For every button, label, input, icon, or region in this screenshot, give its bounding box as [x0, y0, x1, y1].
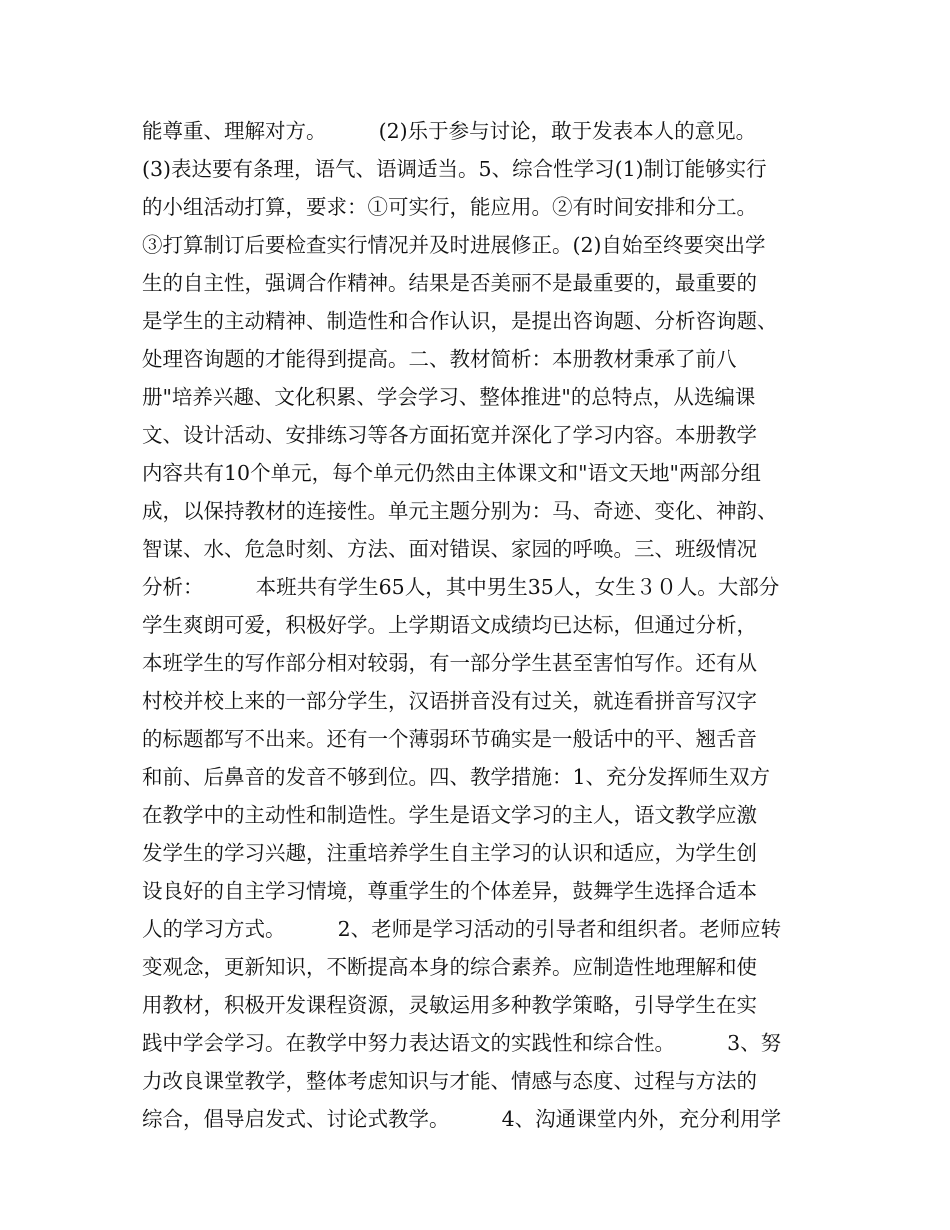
text-line: 村校并校上来的一部分学生，汉语拼音没有过关，就连看拼音写汉字	[142, 689, 757, 713]
text-line: 在教学中的主动性和制造性。学生是语文学习的主人，语文教学应激	[142, 803, 757, 827]
text-line: 变观念，更新知识，不断提高本身的综合素养。应制造性地理解和使	[142, 955, 757, 979]
text-line: 是学生的主动精神、制造性和合作认识，是提出咨询题、分析咨询题、	[142, 309, 778, 333]
text-line: 设良好的自主学习情境，尊重学生的个体差异，鼓舞学生选择合适本	[142, 879, 757, 903]
text-line: 内容共有10个单元，每个单元仍然由主体课文和"语文天地"两部分组	[142, 461, 761, 485]
text-line: 用教材，积极开发课程资源，灵敏运用多种教学策略，引导学生在实	[142, 993, 757, 1017]
text-line: 的标题都写不出来。还有一个薄弱环节确实是一般话中的平、翘舌音	[142, 727, 757, 751]
text-line: 能尊重、理解对方。 (2)乐于参与讨论，敢于发表本人的意见。	[142, 119, 757, 143]
text-line: 处理咨询题的才能得到提高。二、教材简析：本册教材秉承了前八	[142, 347, 737, 371]
text-line: 和前、后鼻音的发音不够到位。四、教学措施：1、充分发挥师生双方	[142, 765, 771, 789]
text-line: 践中学会学习。在教学中努力表达语文的实践性和综合性。 3、努	[142, 1031, 782, 1055]
text-line: 综合，倡导启发式、讨论式教学。 4、沟通课堂内外，充分利用学	[142, 1107, 782, 1131]
text-line: 智谋、水、危急时刻、方法、面对错误、家园的呼唤。三、班级情况	[142, 537, 757, 561]
text-line: 发学生的学习兴趣，注重培养学生自主学习的认识和适应，为学生创	[142, 841, 757, 865]
text-line: (3)表达要有条理，语气、语调适当。5、综合性学习(1)制订能够实行	[142, 157, 767, 181]
text-line: 的小组活动打算，要求：①可实行，能应用。②有时间安排和分工。	[142, 195, 757, 219]
text-line: 册"培养兴趣、文化积累、学会学习、整体推进"的总特点，从选编课	[142, 385, 756, 409]
text-line: 人的学习方式。 2、老师是学习活动的引导者和组织者。老师应转	[142, 917, 782, 941]
text-line: 本班学生的写作部分相对较弱，有一部分学生甚至害怕写作。还有从	[142, 651, 757, 675]
text-line: 分析： 本班共有学生65人，其中男生35人，女生３０人。大部分	[142, 575, 780, 599]
body-text	[142, 112, 832, 1138]
text-line: 力改良课堂教学，整体考虑知识与才能、情感与态度、过程与方法的	[142, 1069, 757, 1093]
text-line: 学生爽朗可爱，积极好学。上学期语文成绩均已达标，但通过分析，	[142, 613, 757, 637]
text-line: 文、设计活动、安排练习等各方面拓宽并深化了学习内容。本册教学	[142, 423, 757, 447]
text-line: 生的自主性，强调合作精神。结果是否美丽不是最重要的，最重要的	[142, 271, 757, 295]
text-line: 成，以保持教材的连接性。单元主题分别为：马、奇迹、变化、神韵、	[142, 499, 778, 523]
text-line: ③打算制订后要检查实行情况并及时进展修正。(2)自始至终要突出学	[142, 233, 766, 257]
